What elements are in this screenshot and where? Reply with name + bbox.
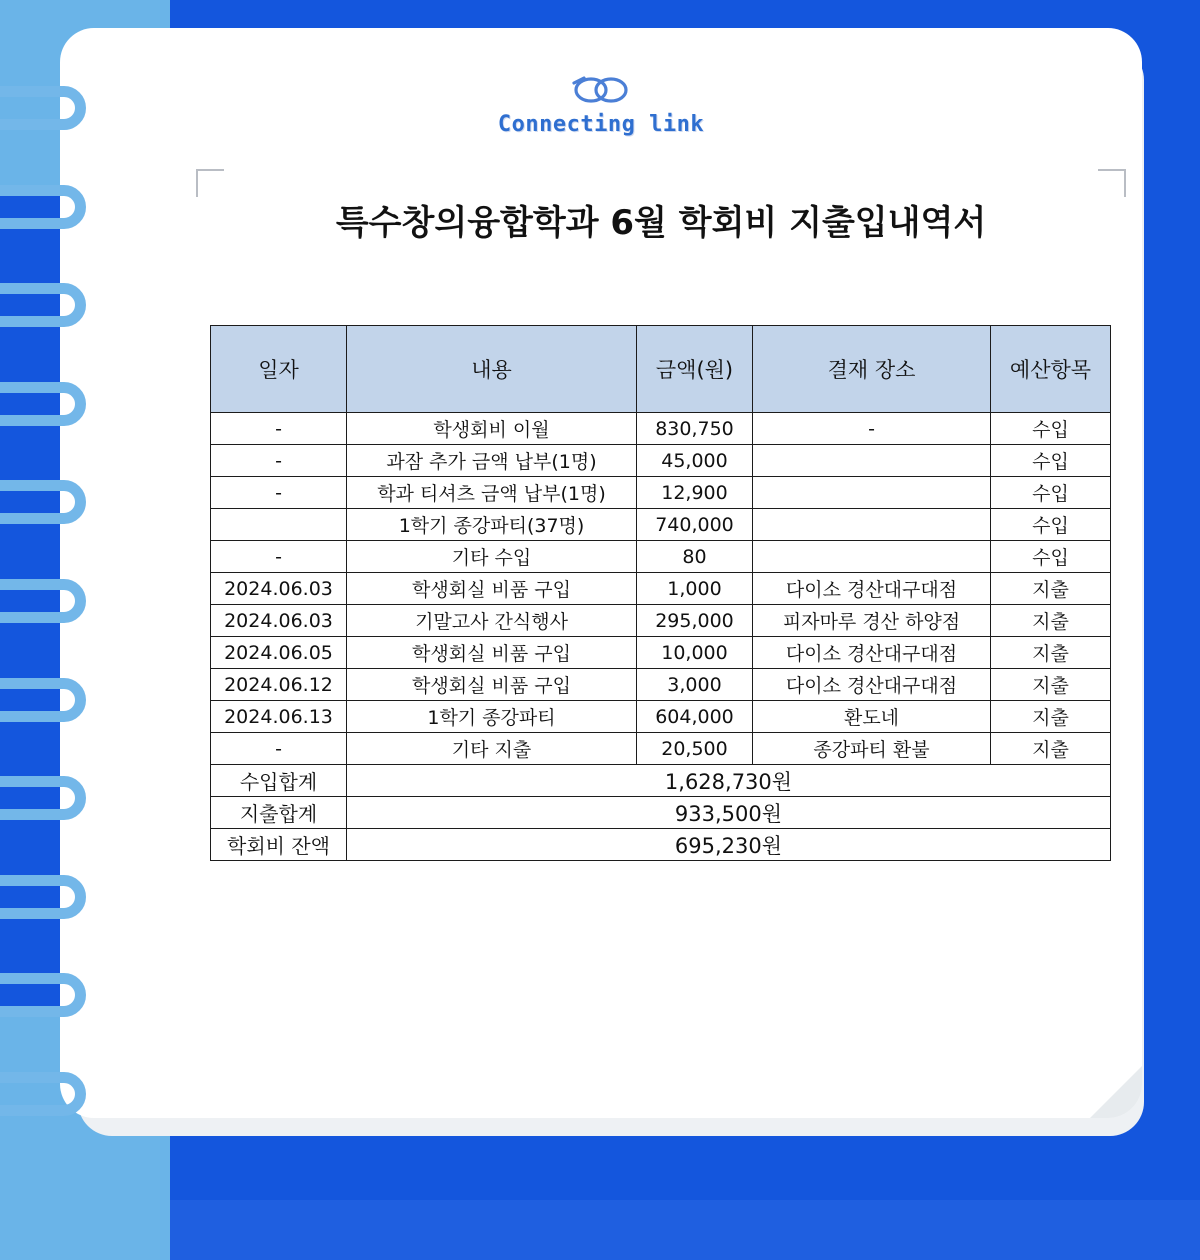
cell-budget: 지출 xyxy=(991,605,1111,637)
binder-ring xyxy=(0,283,86,327)
cell-date: 2024.06.05 xyxy=(211,637,347,669)
cell-date: 2024.06.03 xyxy=(211,573,347,605)
table-row xyxy=(211,637,1111,669)
chain-link-icon xyxy=(564,70,638,110)
cell-date: - xyxy=(211,413,347,445)
cell-budget: 수입 xyxy=(991,413,1111,445)
cell-amount: 3,000 xyxy=(637,669,753,701)
spiral-binder-rings xyxy=(0,86,120,1116)
binder-ring xyxy=(0,185,86,229)
cell-place: 다이소 경산대구대점 xyxy=(753,637,991,669)
crop-mark-top-left xyxy=(196,169,224,197)
table-row xyxy=(211,413,1111,445)
cell-description: 1학기 종강파티(37명) xyxy=(347,509,637,541)
cell-date: - xyxy=(211,477,347,509)
cell-date: - xyxy=(211,733,347,765)
cell-place xyxy=(753,477,991,509)
cell-budget: 지출 xyxy=(991,733,1111,765)
binder-ring xyxy=(0,776,86,820)
column-header-description: 내용 xyxy=(347,326,637,413)
cell-amount: 10,000 xyxy=(637,637,753,669)
binder-ring xyxy=(0,382,86,426)
document-title: 특수창의융합학과 6월 학회비 지출입내역서 xyxy=(335,203,987,243)
cell-amount: 1,000 xyxy=(637,573,753,605)
cell-amount: 20,500 xyxy=(637,733,753,765)
cell-date: 2024.06.03 xyxy=(211,605,347,637)
cell-place: - xyxy=(753,413,991,445)
summary-value: 1,628,730원 xyxy=(347,765,1111,797)
card-folded-corner xyxy=(1090,1066,1142,1118)
cell-description: 기타 수입 xyxy=(347,541,637,573)
summary-row-income-total xyxy=(211,765,1111,797)
brand-name: Connecting link xyxy=(497,112,705,137)
document-card xyxy=(60,28,1142,1118)
cell-date: - xyxy=(211,541,347,573)
summary-row-balance xyxy=(211,829,1111,861)
binder-ring xyxy=(0,480,86,524)
summary-label: 수입합계 xyxy=(211,765,347,797)
cell-place xyxy=(753,445,991,477)
summary-row-expense-total xyxy=(211,797,1111,829)
cell-date: 2024.06.12 xyxy=(211,669,347,701)
table-row xyxy=(211,701,1111,733)
cell-date: - xyxy=(211,445,347,477)
cell-description: 학과 티셔츠 금액 납부(1명) xyxy=(347,477,637,509)
cell-date: 2024.06.13 xyxy=(211,701,347,733)
table-header xyxy=(211,326,1111,413)
cell-place: 다이소 경산대구대점 xyxy=(753,573,991,605)
cell-amount: 80 xyxy=(637,541,753,573)
cell-description: 기말고사 간식행사 xyxy=(347,605,637,637)
cell-date xyxy=(211,509,347,541)
ledger-table xyxy=(210,325,1111,861)
binder-ring xyxy=(0,1072,86,1116)
table-row xyxy=(211,605,1111,637)
cell-budget: 수입 xyxy=(991,541,1111,573)
cell-budget: 지출 xyxy=(991,701,1111,733)
cell-amount: 45,000 xyxy=(637,445,753,477)
cell-description: 학생회비 이월 xyxy=(347,413,637,445)
binder-ring xyxy=(0,86,86,130)
cell-description: 과잠 추가 금액 납부(1명) xyxy=(347,445,637,477)
cell-place: 피자마루 경산 하양점 xyxy=(753,605,991,637)
column-header-place: 결재 장소 xyxy=(753,326,991,413)
binder-ring xyxy=(0,973,86,1017)
cell-budget: 수입 xyxy=(991,477,1111,509)
table-row xyxy=(211,541,1111,573)
cell-amount: 604,000 xyxy=(637,701,753,733)
table-header-row xyxy=(211,326,1111,413)
cell-budget: 수입 xyxy=(991,509,1111,541)
cell-place xyxy=(753,541,991,573)
column-header-amount: 금액(원) xyxy=(637,326,753,413)
crop-mark-top-right xyxy=(1098,169,1126,197)
cell-amount: 830,750 xyxy=(637,413,753,445)
summary-label: 학회비 잔액 xyxy=(211,829,347,861)
cell-description: 기타 지출 xyxy=(347,733,637,765)
cell-budget: 지출 xyxy=(991,669,1111,701)
summary-value: 933,500원 xyxy=(347,797,1111,829)
cell-place: 다이소 경산대구대점 xyxy=(753,669,991,701)
cell-amount: 295,000 xyxy=(637,605,753,637)
cell-amount: 740,000 xyxy=(637,509,753,541)
cell-budget: 지출 xyxy=(991,637,1111,669)
cell-place: 환도네 xyxy=(753,701,991,733)
brand-logo xyxy=(60,70,1142,137)
cell-amount: 12,900 xyxy=(637,477,753,509)
binder-ring xyxy=(0,579,86,623)
binder-ring xyxy=(0,875,86,919)
cell-place xyxy=(753,509,991,541)
cell-description: 1학기 종강파티 xyxy=(347,701,637,733)
table-row xyxy=(211,669,1111,701)
cell-description: 학생회실 비품 구입 xyxy=(347,573,637,605)
column-header-budget: 예산항목 xyxy=(991,326,1111,413)
table-row xyxy=(211,733,1111,765)
table-row xyxy=(211,509,1111,541)
table-body xyxy=(211,413,1111,861)
cell-place: 종강파티 환불 xyxy=(753,733,991,765)
document-body xyxy=(120,133,1142,1118)
binder-ring xyxy=(0,678,86,722)
table-row xyxy=(211,573,1111,605)
cell-description: 학생회실 비품 구입 xyxy=(347,637,637,669)
summary-value: 695,230원 xyxy=(347,829,1111,861)
cell-description: 학생회실 비품 구입 xyxy=(347,669,637,701)
table-row xyxy=(211,477,1111,509)
column-header-date: 일자 xyxy=(211,326,347,413)
table-row xyxy=(211,445,1111,477)
cell-budget: 지출 xyxy=(991,573,1111,605)
summary-label: 지출합계 xyxy=(211,797,347,829)
cell-budget: 수입 xyxy=(991,445,1111,477)
